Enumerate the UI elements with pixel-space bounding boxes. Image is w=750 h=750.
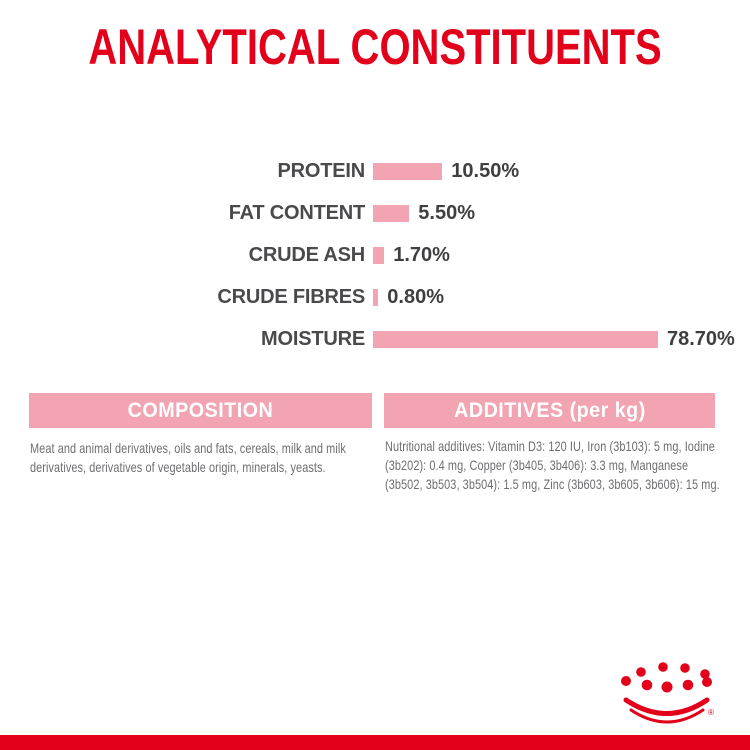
chart-row	[0, 328, 750, 350]
crown-dots	[621, 662, 712, 692]
chart-category-label: PROTEIN	[277, 160, 365, 182]
chart-row	[0, 160, 750, 182]
crown-arcs	[626, 700, 707, 722]
additives-header-band	[384, 393, 715, 428]
composition-header-band	[29, 393, 372, 428]
additives-body: Nutritional additives: Vitamin D3: 120 IU, Iron (3b103): 5 mg, Iodine (3b202): 0.4 mg, Copper (3b405, 3b406): 3.3 mg, Manganese (3b502, 3b503, 3b504): 1.5 mg, Zinc (3b603, 3b605, 3b606): 15 mg.	[385, 438, 720, 492]
chart-value-label: 0.80%	[387, 286, 444, 308]
chart-bar	[373, 331, 658, 348]
royal-canin-crown-logo	[610, 653, 740, 738]
registered-mark: ®	[708, 708, 714, 717]
chart-category-label: CRUDE ASH	[248, 244, 365, 266]
chart-value-label: 1.70%	[393, 244, 450, 266]
chart-value-label: 10.50%	[451, 160, 520, 182]
chart-category-label: FAT CONTENT	[228, 202, 365, 224]
chart-value-label: 5.50%	[418, 202, 476, 224]
analytical-chart	[0, 160, 750, 373]
additives-title: ADDITIVES (per kg)	[453, 398, 646, 422]
chart-row	[0, 244, 750, 266]
composition-body: Meat and animal derivatives, oils and fats, cereals, milk and milk derivatives, derivatives of vegetable origin, minerals, yeasts.	[30, 440, 346, 475]
chart-value-label: 78.70%	[667, 328, 735, 350]
chart-bar	[373, 163, 442, 180]
chart-bar	[373, 205, 409, 222]
footer-red-strip	[0, 735, 750, 750]
chart-category-label: CRUDE FIBRES	[217, 286, 365, 308]
composition-title: COMPOSITION	[127, 398, 274, 422]
page-title: ANALYTICAL CONSTITUENTS	[88, 19, 662, 75]
chart-bar	[373, 289, 378, 306]
chart-row	[0, 202, 750, 224]
chart-category-label: MOISTURE	[261, 328, 365, 350]
chart-row	[0, 286, 750, 308]
chart-bar	[373, 247, 384, 264]
